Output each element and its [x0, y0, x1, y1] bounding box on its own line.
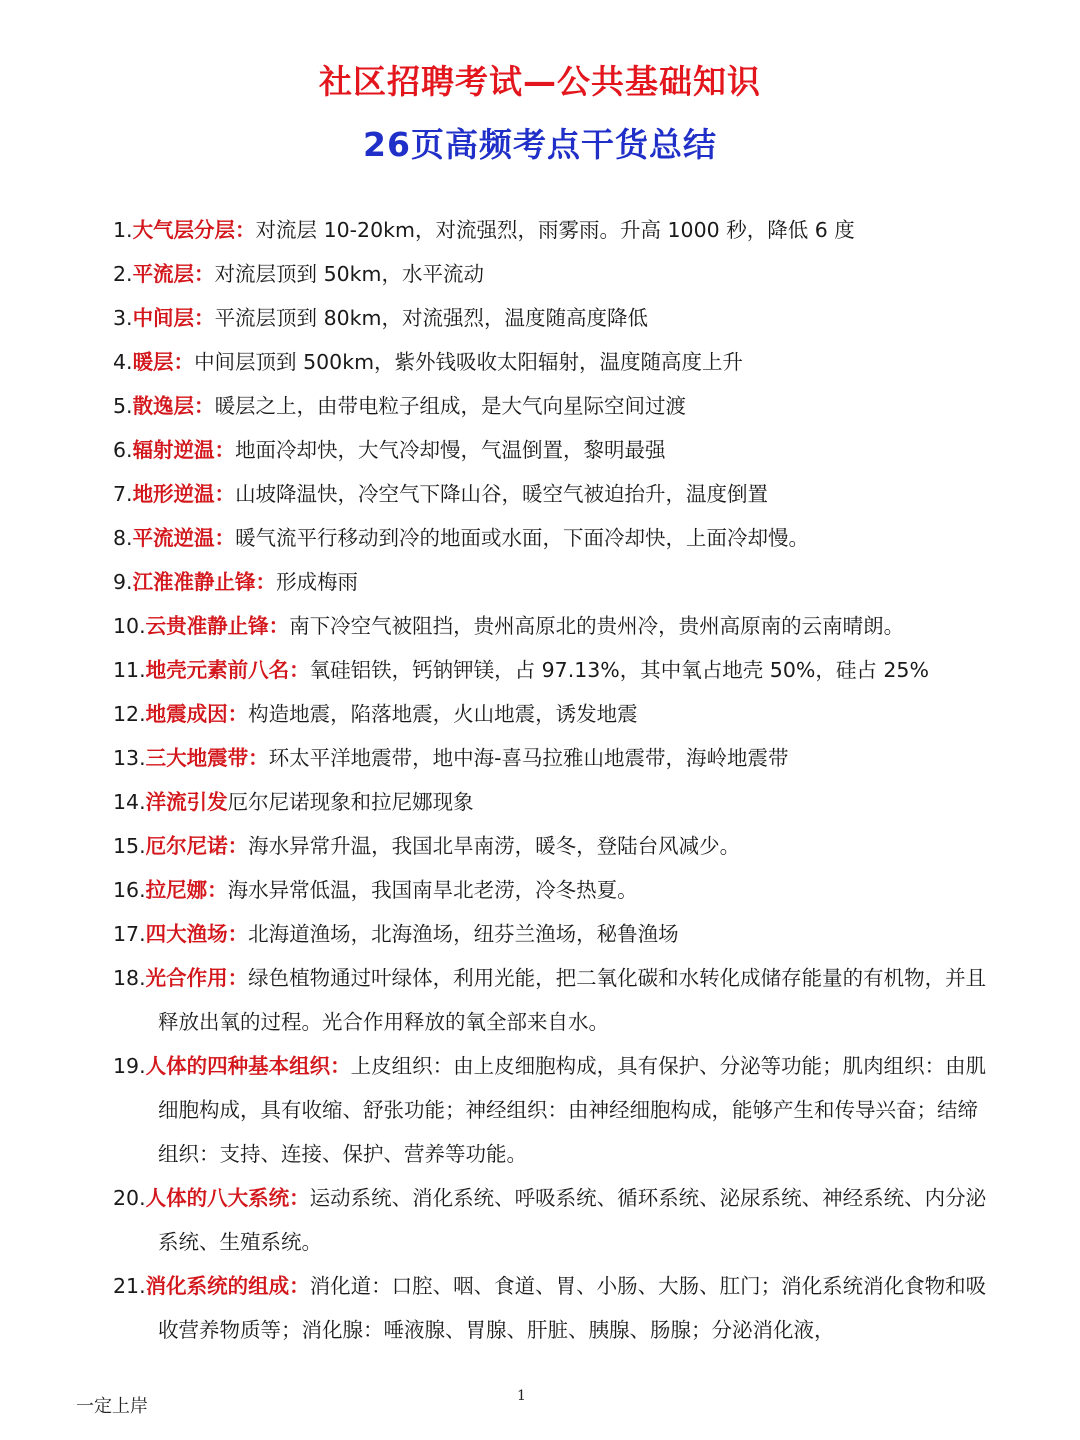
item-text: 氧硅铝铁，钙钠钾镁，占 97.13%，其中氧占地壳 50%，硅占 25%: [309, 658, 929, 682]
list-item: [113, 692, 998, 736]
item-keyword: 地壳元素前八名：: [145, 658, 310, 682]
item-number: 7.: [113, 482, 133, 506]
item-text: 暖层之上，由带电粒子组成，是大气向星际空间过渡: [214, 394, 687, 418]
item-text: 中间层顶到 500km，紫外钱吸收太阳辐射，温度随高度上升: [194, 350, 744, 374]
item-number: 1.: [113, 218, 133, 242]
item-text: 海水异常升温，我国北旱南涝，暖冬，登陆台风减少。: [248, 834, 741, 858]
list-item: [113, 208, 998, 252]
item-keyword: 散逸层：: [132, 394, 215, 418]
item-keyword: 光合作用：: [145, 966, 249, 990]
item-number: 15.: [113, 834, 146, 858]
item-text: 南下冷空气被阻挡，贵州高原北的贵州冷，贵州高原南的云南晴朗。: [289, 614, 905, 638]
item-keyword: 江淮准静止锋：: [132, 570, 277, 594]
item-keyword: 平流层：: [132, 262, 215, 286]
item-number: 6.: [113, 438, 133, 462]
item-text: 对流层 10-20km，对流强烈，雨雾雨。升高 1000 秒，降低 6 度: [255, 218, 855, 242]
item-number: 19.: [113, 1054, 146, 1078]
item-number: 11.: [113, 658, 146, 682]
item-keyword: 中间层：: [132, 306, 215, 330]
item-number: 13.: [113, 746, 146, 770]
item-keyword: 拉尼娜：: [145, 878, 228, 902]
list-item: [113, 604, 998, 648]
item-number: 12.: [113, 702, 146, 726]
list-item: [113, 472, 998, 516]
item-text: 环太平洋地震带，地中海-喜马拉雅山地震带，海岭地震带: [268, 746, 789, 770]
list-item: [113, 956, 998, 1044]
item-keyword: 大气层分层：: [132, 218, 256, 242]
item-number: 16.: [113, 878, 146, 902]
list-item: [113, 296, 998, 340]
item-number: 14.: [113, 790, 146, 814]
item-keyword: 人体的八大系统：: [145, 1186, 310, 1210]
item-number: 9.: [113, 570, 133, 594]
list-item: [113, 1044, 998, 1176]
item-number: 3.: [113, 306, 133, 330]
list-item: [113, 824, 998, 868]
item-keyword: 暖层：: [132, 350, 195, 374]
list-item: [113, 252, 998, 296]
list-item: [113, 780, 998, 824]
item-text: 上皮组织：由上皮细胞构成，具有保护、分泌等功能；肌肉组织：由肌细胞构成，具有收缩、舒张功能；神经组织：由神经细胞构成，能够产生和传导兴奋；结缔组织：支持、连接、保护、营养等功能。: [158, 1054, 987, 1166]
list-item: [113, 560, 998, 604]
item-text: 平流层顶到 80km，对流强烈，温度随高度降低: [214, 306, 649, 330]
item-number: 8.: [113, 526, 133, 550]
item-number: 2.: [113, 262, 133, 286]
item-number: 21.: [113, 1274, 146, 1298]
item-text: 厄尔尼诺现象和拉尼娜现象: [227, 790, 474, 814]
item-keyword: 三大地震带：: [145, 746, 269, 770]
item-keyword: 云贵准静止锋：: [145, 614, 290, 638]
page-subtitle: 26页高频考点干货总结: [363, 125, 717, 164]
item-keyword: 人体的四种基本组织：: [145, 1054, 351, 1078]
list-item: [113, 736, 998, 780]
item-text: 山坡降温快，冷空气下降山谷，暖空气被迫抬升，温度倒置: [235, 482, 769, 506]
list-item: [113, 648, 998, 692]
knowledge-list: [113, 208, 998, 1352]
item-text: 对流层顶到 50km，水平流动: [214, 262, 485, 286]
item-text: 构造地震，陷落地震，火山地震，诱发地震: [248, 702, 638, 726]
list-item: [113, 340, 998, 384]
page-number: 1: [517, 1388, 526, 1404]
item-number: 5.: [113, 394, 133, 418]
item-keyword: 消化系统的组成：: [145, 1274, 310, 1298]
list-item: [113, 1264, 998, 1352]
list-item: [113, 428, 998, 472]
item-text: 暖气流平行移动到冷的地面或水面，下面冷却快，上面冷却慢。: [235, 526, 810, 550]
footer-note: 一定上岸: [76, 1396, 148, 1417]
list-item: [113, 516, 998, 560]
item-text: 消化道：口腔、咽、食道、胃、小肠、大肠、肛门；消化系统消化食物和吸收营养物质等；消化腺：唾液腺、胃腺、肝脏、胰腺、肠腺；分泌消化液，: [158, 1274, 987, 1342]
item-number: 4.: [113, 350, 133, 374]
item-keyword: 地震成因：: [145, 702, 249, 726]
list-item: [113, 384, 998, 428]
item-keyword: 辐射逆温：: [132, 438, 236, 462]
item-text: 北海道渔场，北海渔场，纽芬兰渔场，秘鲁渔场: [248, 922, 679, 946]
list-item: [113, 1176, 998, 1264]
item-number: 10.: [113, 614, 146, 638]
item-number: 17.: [113, 922, 146, 946]
item-text: 形成梅雨: [276, 570, 359, 594]
item-keyword: 四大渔场：: [145, 922, 249, 946]
item-number: 18.: [113, 966, 146, 990]
item-keyword: 地形逆温：: [132, 482, 236, 506]
page-title: 社区招聘考试—公共基础知识: [319, 62, 761, 101]
item-keyword: 平流逆温：: [132, 526, 236, 550]
item-keyword: 厄尔尼诺：: [145, 834, 249, 858]
item-text: 海水异常低温，我国南旱北老涝，冷冬热夏。: [227, 878, 638, 902]
list-item: [113, 868, 998, 912]
item-text: 运动系统、消化系统、呼吸系统、循环系统、泌尿系统、神经系统、内分泌系统、生殖系统。: [158, 1186, 987, 1254]
item-keyword: 洋流引发: [145, 790, 228, 814]
item-text: 绿色植物通过叶绿体，利用光能，把二氧化碳和水转化成储存能量的有机物，并且释放出氧的过程。光合作用释放的氧全部来自水。: [158, 966, 987, 1034]
item-text: 地面冷却快，大气冷却慢，气温倒置，黎明最强: [235, 438, 666, 462]
item-number: 20.: [113, 1186, 146, 1210]
list-item: [113, 912, 998, 956]
